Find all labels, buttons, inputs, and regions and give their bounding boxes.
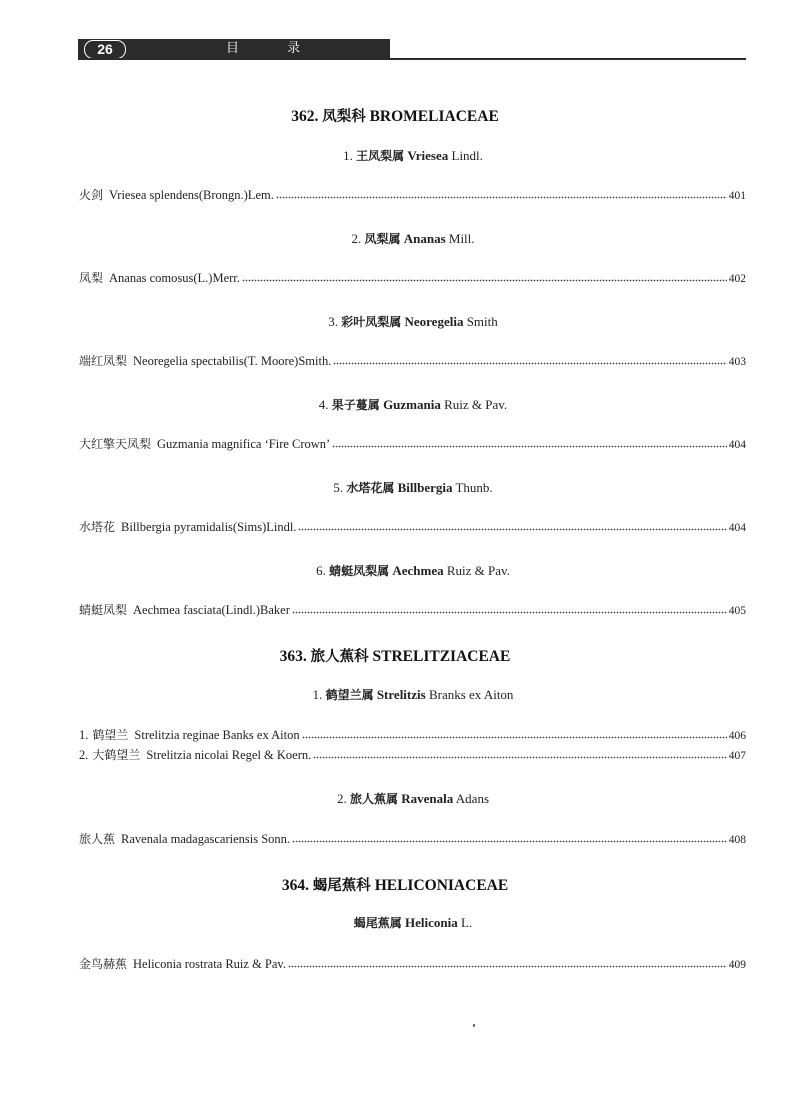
- entry-name-cn: 鹤望兰: [92, 728, 129, 742]
- genus-heading: [0, 396, 790, 413]
- entry-name-latin: Vriesea splendens(Brongn.)Lem.: [109, 188, 274, 202]
- genus-name-latin: Neoregelia: [404, 314, 464, 329]
- family-number: 364.: [281, 877, 309, 894]
- toc-entry[interactable]: [79, 352, 746, 370]
- genus-number: 1.: [312, 687, 323, 702]
- entry-name-cn: 凤梨: [79, 271, 104, 285]
- entry-name-latin: Ananas comosus(L.)Merr.: [109, 271, 240, 285]
- genus-author: Branks ex Aiton: [428, 687, 514, 702]
- genus-name-latin: Guzmania: [383, 397, 441, 412]
- entry-name-latin: Neoregelia spectabilis(T. Moore)Smith.: [133, 354, 332, 368]
- dot-leader: [313, 755, 726, 759]
- page-number: 26: [84, 40, 126, 59]
- dot-leader: [332, 444, 727, 448]
- toc-entry[interactable]: [79, 955, 746, 973]
- entry-prefix: 1.: [79, 728, 89, 742]
- genus-heading: [0, 562, 790, 579]
- entry-page-number: 403: [728, 356, 746, 368]
- family-name-latin: HELICONIACEAE: [374, 877, 509, 894]
- genus-number: 5.: [333, 480, 344, 495]
- toc-entry[interactable]: [79, 269, 746, 287]
- toc-entry[interactable]: [79, 186, 746, 204]
- entry-prefix: 2.: [79, 748, 89, 762]
- entry-name-latin: Guzmania magnifica ‘Fire Crown’: [157, 437, 331, 451]
- genus-author: Smith: [466, 314, 498, 329]
- dot-leader: [292, 610, 727, 614]
- entry-name-cn: 金鸟赫蕉: [79, 957, 128, 971]
- genus-name-cn: 果子蔓属: [331, 398, 380, 412]
- entry-page-number: 406: [728, 730, 746, 742]
- entry-page-number: 409: [728, 959, 746, 971]
- dot-leader: [242, 278, 727, 282]
- entry-name-latin: Aechmea fasciata(Lindl.)Baker: [133, 603, 290, 617]
- genus-number: 2.: [351, 231, 362, 246]
- family-name-cn: 凤梨科: [322, 109, 366, 125]
- family-name-latin: STRELITZIACEAE: [372, 648, 511, 665]
- toc-entry[interactable]: [79, 518, 746, 536]
- genus-author: Adans: [455, 791, 490, 806]
- family-heading: [0, 874, 790, 895]
- entry-page-number: 408: [728, 834, 746, 846]
- genus-author: Ruiz & Pav.: [446, 563, 510, 578]
- entry-page-number: 407: [728, 750, 746, 762]
- genus-name-cn: 蝎尾蕉属: [353, 916, 402, 930]
- family-name-cn: 旅人蕉科: [310, 649, 369, 665]
- genus-name-cn: 水塔花属: [346, 481, 395, 495]
- family-name-cn: 蝎尾蕉科: [312, 878, 371, 894]
- entry-name-latin: Strelitzia reginae Banks ex Aiton: [134, 728, 300, 742]
- entry-name-cn: 水塔花: [79, 520, 116, 534]
- genus-name-latin: Ananas: [403, 231, 446, 246]
- genus-name-latin: Ravenala: [401, 791, 454, 806]
- genus-name-latin: Aechmea: [392, 563, 444, 578]
- family-name-latin: BROMELIACEAE: [369, 108, 499, 125]
- genus-name-latin: Billbergia: [397, 480, 453, 495]
- genus-name-cn: 彩叶凤梨属: [341, 315, 402, 329]
- genus-author: L.: [461, 915, 473, 930]
- genus-name-latin: Vriesea: [407, 148, 449, 163]
- entry-name-latin: Ravenala madagascariensis Sonn.: [121, 832, 291, 846]
- entry-name-cn: 火剑: [79, 188, 104, 202]
- toc-entry[interactable]: [79, 830, 746, 848]
- entry-name-latin: Strelitzia nicolai Regel & Koern.: [146, 748, 312, 762]
- entry-page-number: 404: [728, 439, 746, 451]
- toc-entry[interactable]: [79, 601, 746, 619]
- genus-number: 1.: [343, 148, 353, 163]
- entry-name-cn: 端红凤梨: [79, 354, 128, 368]
- dot-leader: [333, 361, 726, 365]
- genus-number: 4.: [318, 397, 329, 412]
- genus-name-cn: 凤梨属: [364, 232, 401, 246]
- toc-entry[interactable]: [79, 746, 746, 764]
- genus-author: Lindl.: [451, 148, 483, 163]
- genus-heading: [0, 230, 790, 247]
- entry-page-number: 402: [728, 273, 746, 285]
- genus-name-latin: Strelitzis: [376, 687, 426, 702]
- dot-leader: [288, 964, 727, 968]
- genus-name-cn: 旅人蕉属: [349, 792, 398, 806]
- family-number: 362.: [291, 108, 319, 125]
- genus-author: Ruiz & Pav.: [444, 397, 508, 412]
- header-title: 目 录: [226, 41, 323, 56]
- genus-name-cn: 鹤望兰属: [325, 688, 374, 702]
- genus-author: Mill.: [448, 231, 475, 246]
- header-bar: [78, 39, 390, 58]
- genus-name-cn: 王凤梨属: [356, 149, 405, 163]
- entry-name-cn: 大红擎天凤梨: [79, 437, 152, 451]
- genus-heading: [0, 313, 790, 330]
- dot-leader: [276, 195, 727, 199]
- entry-page-number: 404: [728, 522, 746, 534]
- entry-name-cn: 旅人蕉: [79, 832, 116, 846]
- family-number: 363.: [279, 648, 307, 665]
- entry-page-number: 405: [728, 605, 746, 617]
- genus-name-cn: 蜻蜓凤梨属: [329, 564, 390, 578]
- dot-leader: [302, 735, 727, 739]
- entry-name-latin: Heliconia rostrata Ruiz & Pav.: [133, 957, 286, 971]
- header-rule: [78, 58, 746, 60]
- dot-leader: [298, 527, 726, 531]
- genus-number: 2.: [336, 791, 347, 806]
- dot-leader: [292, 839, 727, 843]
- genus-author: Thunb.: [455, 480, 493, 495]
- genus-heading: [0, 914, 790, 931]
- genus-heading: [0, 686, 790, 703]
- genus-heading: [0, 479, 790, 496]
- family-heading: [0, 105, 790, 126]
- page-header: [78, 39, 746, 60]
- entry-name-cn: 大鹤望兰: [92, 748, 141, 762]
- toc-entry[interactable]: [79, 726, 746, 744]
- entry-name-latin: Billbergia pyramidalis(Sims)Lindl.: [121, 520, 297, 534]
- genus-heading: [0, 790, 790, 807]
- genus-number: 3.: [328, 314, 338, 329]
- entry-name-cn: 蜻蜓凤梨: [79, 603, 128, 617]
- toc-entry[interactable]: [79, 435, 746, 453]
- entry-page-number: 401: [728, 190, 746, 202]
- genus-heading: [0, 147, 790, 164]
- genus-number: 6.: [316, 563, 326, 578]
- family-heading: [0, 645, 790, 666]
- print-speck: [473, 1024, 475, 1027]
- genus-name-latin: Heliconia: [405, 915, 458, 930]
